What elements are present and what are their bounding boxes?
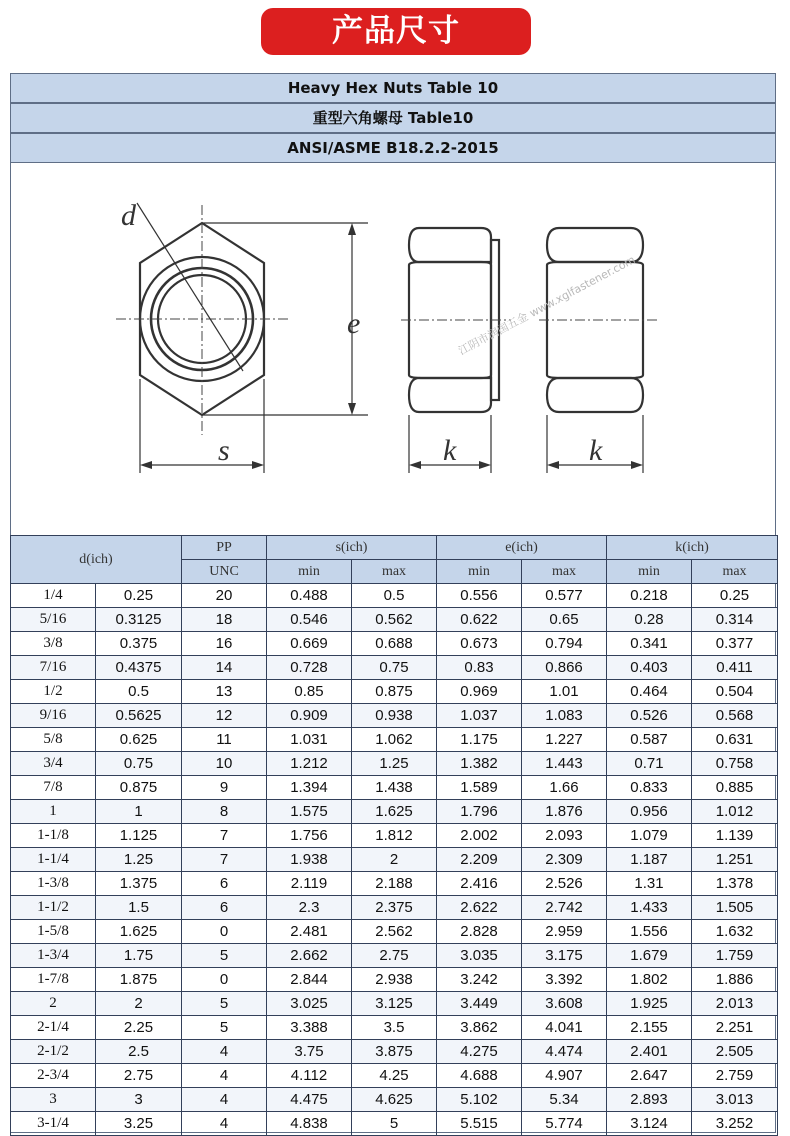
- cell-dec: 2.5: [96, 1040, 182, 1064]
- col-header-pp: PP: [182, 536, 267, 560]
- cell-unc: 9: [182, 776, 267, 800]
- cell-k-max: 0.25: [692, 584, 778, 608]
- table-row: [11, 896, 778, 920]
- col-header-unc: UNC: [182, 560, 267, 584]
- cell-s-max: 1.438: [352, 776, 437, 800]
- cell-e-max: 1.443: [522, 752, 607, 776]
- cell-k-min: 2.155: [607, 1016, 692, 1040]
- cell-dec: 1: [96, 800, 182, 824]
- cell-k-max: 0.758: [692, 752, 778, 776]
- cell-k-max: 1.632: [692, 920, 778, 944]
- cell-e-max: 0.866: [522, 656, 607, 680]
- cell-k-min: 0.71: [607, 752, 692, 776]
- cell-k-max: 2.013: [692, 992, 778, 1016]
- cell-s-max: 1.25: [352, 752, 437, 776]
- cell-dec: 2: [96, 992, 182, 1016]
- cell-s-min: 1.575: [267, 800, 352, 824]
- cell-e-min: 0.83: [437, 656, 522, 680]
- cell-frac: 3/8: [11, 632, 96, 656]
- cell-s-min: 0.488: [267, 584, 352, 608]
- col-header-s-min: min: [267, 560, 352, 584]
- cell-k-min: 0.218: [607, 584, 692, 608]
- cell-dec: 1.375: [96, 872, 182, 896]
- cell-s-min: 0.546: [267, 608, 352, 632]
- cell-e-max: 0.577: [522, 584, 607, 608]
- standard-label: ANSI/ASME B18.2.2-2015: [10, 133, 776, 163]
- cell-unc: 4: [182, 1112, 267, 1136]
- cell-s-min: 2.662: [267, 944, 352, 968]
- cell-e-max: 1.876: [522, 800, 607, 824]
- cell-unc: 6: [182, 896, 267, 920]
- cell-e-min: 5.515: [437, 1112, 522, 1136]
- table-row: [11, 656, 778, 680]
- cell-frac: 1-3/4: [11, 944, 96, 968]
- table-row: [11, 1112, 778, 1136]
- cell-dec: 1.75: [96, 944, 182, 968]
- cell-frac: 1-3/8: [11, 872, 96, 896]
- table-row: [11, 800, 778, 824]
- cell-s-max: 0.5: [352, 584, 437, 608]
- cell-frac: 3/4: [11, 752, 96, 776]
- cell-frac: 1/4: [11, 584, 96, 608]
- dimension-table: [10, 535, 778, 1136]
- label-d: d: [121, 199, 136, 232]
- cell-k-max: 0.411: [692, 656, 778, 680]
- cell-s-max: 1.062: [352, 728, 437, 752]
- cell-k-min: 2.893: [607, 1088, 692, 1112]
- cell-unc: 11: [182, 728, 267, 752]
- col-header-e-min: min: [437, 560, 522, 584]
- table-row: [11, 824, 778, 848]
- cell-e-max: 3.392: [522, 968, 607, 992]
- cell-s-max: 2.375: [352, 896, 437, 920]
- cell-s-max: 0.938: [352, 704, 437, 728]
- cell-k-min: 2.401: [607, 1040, 692, 1064]
- cell-s-min: 4.475: [267, 1088, 352, 1112]
- cell-dec: 0.75: [96, 752, 182, 776]
- table-row: [11, 920, 778, 944]
- cell-unc: 10: [182, 752, 267, 776]
- cell-k-max: 1.378: [692, 872, 778, 896]
- cell-k-min: 1.31: [607, 872, 692, 896]
- cell-k-min: 1.079: [607, 824, 692, 848]
- cell-k-min: 0.28: [607, 608, 692, 632]
- cell-s-max: 2: [352, 848, 437, 872]
- col-header-e: e(ich): [437, 536, 607, 560]
- cell-k-min: 1.187: [607, 848, 692, 872]
- cell-s-min: 0.85: [267, 680, 352, 704]
- cell-unc: 7: [182, 848, 267, 872]
- cell-e-min: 1.589: [437, 776, 522, 800]
- cell-k-min: 0.464: [607, 680, 692, 704]
- cell-frac: 1/2: [11, 680, 96, 704]
- cell-s-max: 5: [352, 1112, 437, 1136]
- cell-s-min: 3.025: [267, 992, 352, 1016]
- cell-s-max: 4.625: [352, 1088, 437, 1112]
- cell-k-min: 0.403: [607, 656, 692, 680]
- table-row: [11, 680, 778, 704]
- cell-k-min: 2.647: [607, 1064, 692, 1088]
- col-header-e-max: max: [522, 560, 607, 584]
- cell-k-max: 0.885: [692, 776, 778, 800]
- cell-s-max: 0.75: [352, 656, 437, 680]
- cell-frac: 2: [11, 992, 96, 1016]
- cell-e-max: 4.907: [522, 1064, 607, 1088]
- cell-e-min: 2.209: [437, 848, 522, 872]
- cell-dec: 0.25: [96, 584, 182, 608]
- label-s: s: [218, 434, 230, 467]
- cell-unc: 5: [182, 944, 267, 968]
- table-row: [11, 608, 778, 632]
- cell-k-max: 0.568: [692, 704, 778, 728]
- cell-k-max: 1.505: [692, 896, 778, 920]
- cell-e-min: 5.102: [437, 1088, 522, 1112]
- table-row: [11, 632, 778, 656]
- cell-frac: 9/16: [11, 704, 96, 728]
- cell-frac: 2-3/4: [11, 1064, 96, 1088]
- cell-dec: 0.875: [96, 776, 182, 800]
- cell-s-max: 0.688: [352, 632, 437, 656]
- cell-e-min: 4.688: [437, 1064, 522, 1088]
- cell-e-max: 2.093: [522, 824, 607, 848]
- cell-k-max: 0.377: [692, 632, 778, 656]
- cell-e-min: 0.969: [437, 680, 522, 704]
- cell-dec: 1.625: [96, 920, 182, 944]
- cell-k-max: 0.631: [692, 728, 778, 752]
- cell-k-max: 1.251: [692, 848, 778, 872]
- cell-s-max: 2.75: [352, 944, 437, 968]
- cell-e-max: 5.774: [522, 1112, 607, 1136]
- cell-e-min: 0.556: [437, 584, 522, 608]
- cell-e-max: 1.083: [522, 704, 607, 728]
- cell-frac: 3-1/4: [11, 1112, 96, 1136]
- cell-s-min: 0.728: [267, 656, 352, 680]
- table-row: [11, 968, 778, 992]
- cell-unc: 4: [182, 1064, 267, 1088]
- cell-s-max: 1.812: [352, 824, 437, 848]
- cell-s-min: 0.909: [267, 704, 352, 728]
- table-row: [11, 704, 778, 728]
- cell-s-max: 3.5: [352, 1016, 437, 1040]
- table-row: [11, 992, 778, 1016]
- cell-frac: 1-1/8: [11, 824, 96, 848]
- label-k-right: k: [589, 434, 603, 467]
- cell-k-min: 1.433: [607, 896, 692, 920]
- cell-k-min: 0.587: [607, 728, 692, 752]
- cell-e-max: 3.608: [522, 992, 607, 1016]
- cell-frac: 1-7/8: [11, 968, 96, 992]
- cell-s-max: 2.562: [352, 920, 437, 944]
- cell-e-min: 0.673: [437, 632, 522, 656]
- cell-dec: 1.875: [96, 968, 182, 992]
- cell-s-max: 3.875: [352, 1040, 437, 1064]
- cell-unc: 5: [182, 1016, 267, 1040]
- cell-unc: 13: [182, 680, 267, 704]
- label-k-left: k: [443, 434, 457, 467]
- cell-s-max: 3.125: [352, 992, 437, 1016]
- cell-frac: 1-5/8: [11, 920, 96, 944]
- cell-frac: 1: [11, 800, 96, 824]
- cell-s-min: 1.212: [267, 752, 352, 776]
- cell-k-max: 0.314: [692, 608, 778, 632]
- cell-e-min: 1.382: [437, 752, 522, 776]
- table-title-cn: 重型六角螺母 Table10: [10, 103, 776, 133]
- cell-e-max: 2.309: [522, 848, 607, 872]
- cell-frac: 1-1/2: [11, 896, 96, 920]
- col-header-d: d(ich): [11, 536, 182, 584]
- cell-frac: 7/16: [11, 656, 96, 680]
- cell-e-max: 4.474: [522, 1040, 607, 1064]
- col-header-k: k(ich): [607, 536, 778, 560]
- cell-e-max: 5.34: [522, 1088, 607, 1112]
- table-row: [11, 1064, 778, 1088]
- cell-frac: 5/8: [11, 728, 96, 752]
- table-row: [11, 728, 778, 752]
- cell-dec: 3.25: [96, 1112, 182, 1136]
- cell-e-min: 3.242: [437, 968, 522, 992]
- cell-k-min: 1.925: [607, 992, 692, 1016]
- cell-s-min: 1.938: [267, 848, 352, 872]
- cell-frac: 1-1/4: [11, 848, 96, 872]
- cell-s-min: 1.031: [267, 728, 352, 752]
- cell-unc: 0: [182, 920, 267, 944]
- cell-e-min: 3.035: [437, 944, 522, 968]
- table-row: [11, 752, 778, 776]
- cell-e-min: 1.037: [437, 704, 522, 728]
- cell-dec: 0.5: [96, 680, 182, 704]
- cell-dec: 1.5: [96, 896, 182, 920]
- section-title-banner: 产品尺寸: [261, 8, 531, 55]
- cell-unc: 0: [182, 968, 267, 992]
- cell-s-min: 0.669: [267, 632, 352, 656]
- cell-e-max: 1.01: [522, 680, 607, 704]
- cell-e-max: 1.66: [522, 776, 607, 800]
- col-header-s-max: max: [352, 560, 437, 584]
- cell-unc: 16: [182, 632, 267, 656]
- cell-e-min: 2.828: [437, 920, 522, 944]
- cell-k-max: 1.012: [692, 800, 778, 824]
- cell-k-max: 3.013: [692, 1088, 778, 1112]
- table-row: [11, 848, 778, 872]
- cell-e-min: 2.416: [437, 872, 522, 896]
- cell-s-max: 1.625: [352, 800, 437, 824]
- cell-e-max: 1.227: [522, 728, 607, 752]
- cell-s-min: 2.844: [267, 968, 352, 992]
- cell-s-max: 4.25: [352, 1064, 437, 1088]
- cell-e-max: 0.794: [522, 632, 607, 656]
- cell-unc: 5: [182, 992, 267, 1016]
- cell-s-min: 4.838: [267, 1112, 352, 1136]
- cell-s-max: 0.562: [352, 608, 437, 632]
- cell-k-min: 0.526: [607, 704, 692, 728]
- cell-dec: 2.75: [96, 1064, 182, 1088]
- cell-e-min: 2.622: [437, 896, 522, 920]
- cell-k-min: 1.556: [607, 920, 692, 944]
- cell-e-max: 2.526: [522, 872, 607, 896]
- cell-k-max: 3.252: [692, 1112, 778, 1136]
- cell-e-max: 2.959: [522, 920, 607, 944]
- cell-k-min: 0.956: [607, 800, 692, 824]
- cell-unc: 8: [182, 800, 267, 824]
- cell-k-min: 1.679: [607, 944, 692, 968]
- cell-e-min: 0.622: [437, 608, 522, 632]
- cell-dec: 2.25: [96, 1016, 182, 1040]
- cell-k-max: 1.139: [692, 824, 778, 848]
- cell-dec: 0.3125: [96, 608, 182, 632]
- cell-e-min: 2.002: [437, 824, 522, 848]
- cell-k-min: 0.833: [607, 776, 692, 800]
- cell-s-min: 1.394: [267, 776, 352, 800]
- cell-s-min: 3.75: [267, 1040, 352, 1064]
- hex-nut-drawing: [11, 165, 775, 535]
- table-row: [11, 584, 778, 608]
- cell-k-max: 2.505: [692, 1040, 778, 1064]
- cell-unc: 4: [182, 1088, 267, 1112]
- cell-dec: 3: [96, 1088, 182, 1112]
- cell-s-min: 2.119: [267, 872, 352, 896]
- cell-s-max: 2.938: [352, 968, 437, 992]
- cell-k-max: 1.886: [692, 968, 778, 992]
- cell-dec: 0.4375: [96, 656, 182, 680]
- col-header-s: s(ich): [267, 536, 437, 560]
- cell-e-max: 4.041: [522, 1016, 607, 1040]
- cell-s-min: 3.388: [267, 1016, 352, 1040]
- cell-frac: 2-1/2: [11, 1040, 96, 1064]
- cell-e-min: 1.796: [437, 800, 522, 824]
- cell-unc: 4: [182, 1040, 267, 1064]
- table-row: [11, 776, 778, 800]
- cell-frac: 7/8: [11, 776, 96, 800]
- cell-e-min: 3.862: [437, 1016, 522, 1040]
- cell-k-min: 3.124: [607, 1112, 692, 1136]
- watermark: 江阴市润国五金 www.xglfastener.com: [456, 253, 638, 358]
- cell-unc: 20: [182, 584, 267, 608]
- cell-k-min: 0.341: [607, 632, 692, 656]
- cell-e-max: 3.175: [522, 944, 607, 968]
- cell-k-max: 1.759: [692, 944, 778, 968]
- cell-s-max: 2.188: [352, 872, 437, 896]
- cell-unc: 14: [182, 656, 267, 680]
- table-title-en: Heavy Hex Nuts Table 10: [10, 73, 776, 103]
- cell-s-min: 1.756: [267, 824, 352, 848]
- table-row: [11, 944, 778, 968]
- label-e: e: [347, 307, 361, 340]
- col-header-k-max: max: [692, 560, 778, 584]
- cell-e-min: 4.275: [437, 1040, 522, 1064]
- cell-e-min: 1.175: [437, 728, 522, 752]
- cell-s-min: 4.112: [267, 1064, 352, 1088]
- cell-dec: 0.5625: [96, 704, 182, 728]
- cell-dec: 1.125: [96, 824, 182, 848]
- cell-dec: 0.625: [96, 728, 182, 752]
- cell-e-min: 3.449: [437, 992, 522, 1016]
- cell-frac: 2-1/4: [11, 1016, 96, 1040]
- cell-unc: 12: [182, 704, 267, 728]
- cell-k-max: 2.759: [692, 1064, 778, 1088]
- cell-unc: 6: [182, 872, 267, 896]
- cell-e-max: 0.65: [522, 608, 607, 632]
- cell-frac: 3: [11, 1088, 96, 1112]
- table-row: [11, 1016, 778, 1040]
- table-row: [11, 1088, 778, 1112]
- cell-s-max: 0.875: [352, 680, 437, 704]
- cell-s-min: 2.3: [267, 896, 352, 920]
- table-row: [11, 872, 778, 896]
- cell-e-max: 2.742: [522, 896, 607, 920]
- cell-s-min: 2.481: [267, 920, 352, 944]
- cell-dec: 1.25: [96, 848, 182, 872]
- cell-k-min: 1.802: [607, 968, 692, 992]
- cell-frac: 5/16: [11, 608, 96, 632]
- cell-k-max: 2.251: [692, 1016, 778, 1040]
- col-header-k-min: min: [607, 560, 692, 584]
- cell-unc: 18: [182, 608, 267, 632]
- cell-k-max: 0.504: [692, 680, 778, 704]
- table-row: [11, 1040, 778, 1064]
- cell-unc: 7: [182, 824, 267, 848]
- cell-dec: 0.375: [96, 632, 182, 656]
